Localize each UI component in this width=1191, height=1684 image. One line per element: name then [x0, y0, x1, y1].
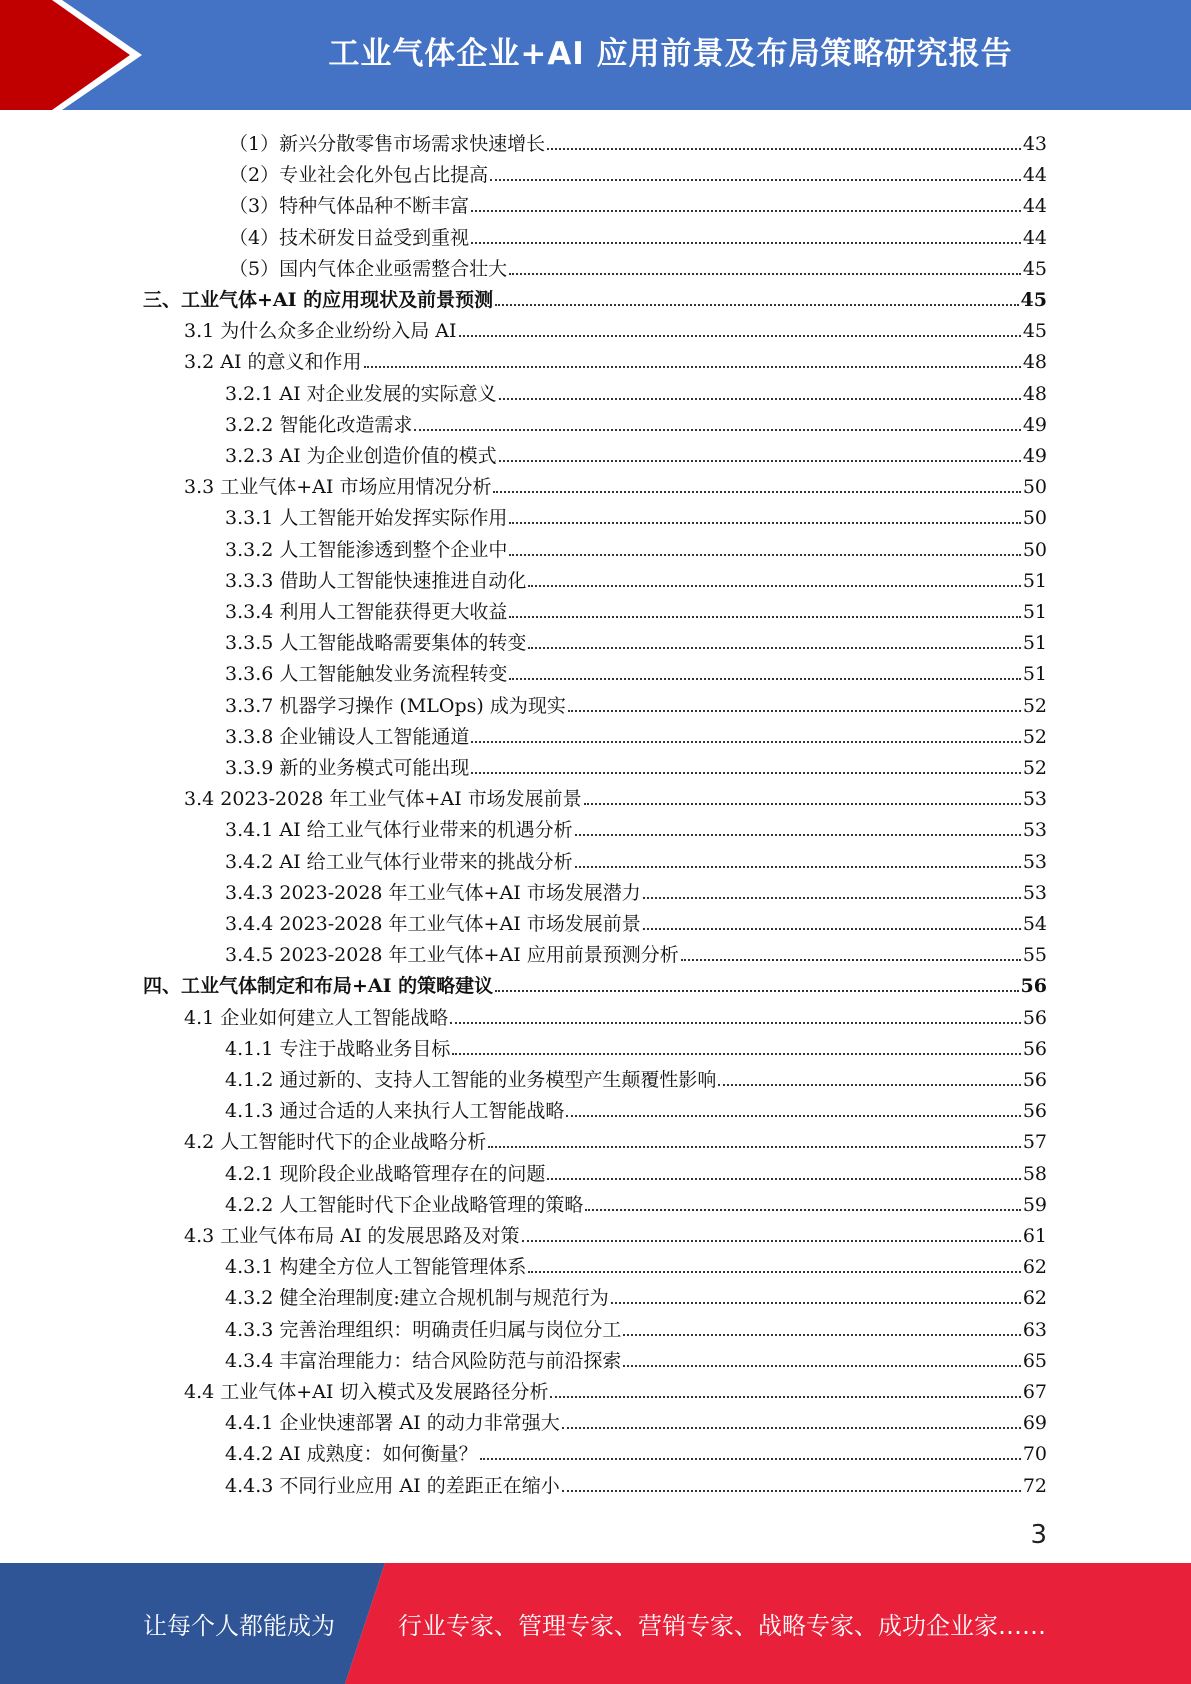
- toc-entry-label: 3.3.3 借助人工智能快速推进自动化: [225, 569, 527, 592]
- toc-entry-label: 3.2 AI 的意义和作用: [184, 351, 362, 374]
- toc-entry-label: 3.2.3 AI 为企业创造价值的模式: [225, 445, 497, 467]
- toc-entry-page: 62: [1022, 1256, 1047, 1279]
- toc-leader-dots: [509, 522, 1020, 524]
- toc-leader-dots: [509, 616, 1020, 618]
- toc-entry-page: 56: [1022, 1100, 1047, 1123]
- toc-entry-label: 3.4.2 AI 给工业气体行业带来的挑战分析: [225, 850, 573, 873]
- toc-leader-dots: [471, 210, 1021, 212]
- toc-leader-dots: [364, 366, 1021, 368]
- toc-entry[interactable]: [225, 502, 1047, 530]
- toc-leader-dots: [562, 1490, 1021, 1492]
- toc-leader-dots: [495, 990, 1018, 992]
- toc-entry-page: 70: [1022, 1443, 1047, 1466]
- toc-entry-page: 52: [1022, 725, 1047, 748]
- toc-leader-dots: [643, 897, 1021, 899]
- toc-leader-dots: [495, 304, 1018, 306]
- footer-slogan-right: 行业专家、管理专家、营销专家、战略专家、成功企业家……: [398, 1612, 1046, 1640]
- toc-entry[interactable]: [225, 627, 1047, 655]
- toc-entry-page: 44: [1022, 164, 1047, 187]
- toc-entry[interactable]: [225, 534, 1047, 562]
- toc-entry-page: 53: [1022, 850, 1047, 873]
- toc-entry-page: 53: [1022, 881, 1047, 904]
- toc-leader-dots: [488, 1146, 1021, 1148]
- toc-entry-label: 4.1.1 专注于战略业务目标: [225, 1037, 451, 1060]
- toc-entry[interactable]: [225, 721, 1047, 749]
- toc-entry-label: 3.3.2 人工智能渗透到整个企业中: [225, 538, 508, 561]
- toc-leader-dots: [509, 273, 1021, 275]
- toc-leader-dots: [522, 1240, 1021, 1242]
- toc-entry[interactable]: [225, 440, 1047, 468]
- toc-leader-dots: [547, 1178, 1020, 1180]
- toc-entry-page: 48: [1022, 351, 1047, 374]
- toc-entry-label: 4.4 工业气体+AI 切入模式及发展路径分析: [184, 1381, 549, 1403]
- toc-leader-dots: [490, 179, 1021, 181]
- toc-entry-label: 4.3.2 健全治理制度:建立合规机制与规范行为: [225, 1287, 609, 1310]
- toc-leader-dots: [575, 866, 1021, 868]
- toc-entry-page: 45: [1022, 257, 1047, 280]
- toc-entry[interactable]: [225, 1470, 1047, 1498]
- toc-leader-dots: [509, 678, 1020, 680]
- toc-entry[interactable]: [225, 1282, 1047, 1310]
- toc-entry[interactable]: [225, 409, 1047, 437]
- toc-entry-label: 4.3.4 丰富治理能力：结合风险防范与前沿探索: [225, 1349, 622, 1372]
- toc-entry-label: 3.2.2 智能化改造需求: [225, 413, 413, 436]
- toc-entry-page: 54: [1022, 913, 1047, 935]
- toc-entry[interactable]: [229, 253, 1047, 281]
- toc-entry-page: 44: [1022, 195, 1047, 218]
- toc-entry[interactable]: [225, 939, 1047, 967]
- toc-entry[interactable]: [225, 378, 1047, 406]
- toc-entry-label: 3.1 为什么众多企业纷纷入局 AI: [184, 320, 457, 343]
- toc-entry-page: 45: [1020, 289, 1047, 311]
- toc-leader-dots: [681, 959, 1021, 961]
- toc-entry[interactable]: [225, 596, 1047, 624]
- toc-leader-dots: [471, 741, 1020, 743]
- toc-entry-page: 56: [1022, 1069, 1047, 1091]
- toc-entry[interactable]: [225, 1251, 1047, 1279]
- toc-entry[interactable]: [225, 1158, 1047, 1186]
- toc-leader-dots: [623, 1365, 1020, 1367]
- toc-entry-label: 3.3 工业气体+AI 市场应用情况分析: [184, 476, 492, 499]
- toc-entry-label: 三、工业气体+AI 的应用现状及前景预测: [143, 289, 494, 311]
- toc-entry-label: 3.4.3 2023-2028 年工业气体+AI 市场发展潜力: [225, 881, 641, 904]
- toc-entry-label: （4）技术研发日益受到重视: [229, 226, 470, 249]
- toc-entry-label: 4.4.3 不同行业应用 AI 的差距正在缩小: [225, 1474, 560, 1497]
- footer-slogan-left: 让每个人都能成为: [143, 1612, 335, 1640]
- toc-entry-page: 57: [1022, 1131, 1047, 1154]
- toc-entry-label: 3.3.7 机器学习操作 (MLOps) 成为现实: [225, 694, 566, 717]
- toc-entry-page: 48: [1022, 382, 1047, 405]
- toc-entry[interactable]: [184, 1002, 1047, 1030]
- toc-entry[interactable]: [225, 1314, 1047, 1342]
- toc-entry-page: 49: [1022, 445, 1047, 467]
- toc-entry[interactable]: [225, 1095, 1047, 1123]
- toc-entry[interactable]: [143, 284, 1047, 312]
- toc-entry-page: 43: [1022, 133, 1047, 155]
- toc-leader-dots: [566, 1115, 1020, 1117]
- toc-leader-dots: [623, 1334, 1020, 1336]
- toc-entry-label: 4.3 工业气体布局 AI 的发展思路及对策: [184, 1225, 520, 1247]
- toc-entry[interactable]: [184, 471, 1047, 499]
- toc-leader-dots: [528, 1271, 1020, 1273]
- toc-entry-page: 49: [1022, 413, 1047, 436]
- toc-entry-page: 52: [1022, 757, 1047, 779]
- toc-entry[interactable]: [225, 565, 1047, 593]
- toc-leader-dots: [643, 928, 1021, 930]
- toc-leader-dots: [493, 491, 1020, 493]
- toc-leader-dots: [414, 429, 1020, 431]
- toc-entry-page: 55: [1022, 944, 1047, 967]
- toc-entry-label: 4.4.1 企业快速部署 AI 的动力非常强大: [225, 1412, 560, 1435]
- toc-entry-label: 4.3.1 构建全方位人工智能管理体系: [225, 1256, 527, 1279]
- toc-entry-label: 四、工业气体制定和布局+AI 的策略建议: [143, 975, 494, 998]
- toc-entry[interactable]: [225, 752, 1047, 780]
- toc-leader-dots: [480, 1458, 1021, 1460]
- report-title: 工业气体企业+AI 应用前景及布局策略研究报告: [328, 35, 1013, 72]
- toc-entry-label: 3.4.1 AI 给工业气体行业带来的机遇分析: [225, 819, 573, 842]
- toc-entry[interactable]: [184, 315, 1047, 343]
- toc-entry-page: 72: [1022, 1474, 1047, 1497]
- toc-entry[interactable]: [225, 1345, 1047, 1373]
- toc-entry-page: 62: [1022, 1287, 1047, 1310]
- toc-entry-page: 50: [1022, 476, 1047, 499]
- toc-entry[interactable]: [225, 908, 1047, 936]
- toc-leader-dots: [550, 1396, 1020, 1398]
- toc-leader-dots: [450, 1022, 1021, 1024]
- toc-entry-page: 51: [1022, 663, 1047, 686]
- toc-leader-dots: [585, 1209, 1020, 1211]
- toc-entry-label: 3.3.5 人工智能战略需要集体的转变: [225, 632, 527, 655]
- toc-entry[interactable]: [184, 1126, 1047, 1154]
- toc-entry[interactable]: [225, 690, 1047, 718]
- toc-entry-label: 4.1.2 通过新的、支持人工智能的业务模型产生颠覆性影响: [225, 1069, 717, 1091]
- toc-entry-label: 4.2 人工智能时代下的企业战略分析: [184, 1131, 487, 1154]
- toc-leader-dots: [509, 554, 1020, 556]
- toc-entry-label: 4.2.1 现阶段企业战略管理存在的问题: [225, 1162, 546, 1185]
- toc-entry[interactable]: [143, 970, 1047, 998]
- toc-entry[interactable]: [225, 846, 1047, 874]
- toc-leader-dots: [471, 242, 1021, 244]
- toc-leader-dots: [575, 834, 1021, 836]
- toc-leader-dots: [562, 1427, 1021, 1429]
- toc-entry[interactable]: [229, 190, 1047, 218]
- toc-leader-dots: [459, 335, 1021, 337]
- toc-leader-dots: [499, 460, 1021, 462]
- toc-entry-label: 3.3.1 人工智能开始发挥实际作用: [225, 507, 508, 530]
- toc-leader-dots: [547, 148, 1021, 150]
- toc-entry-page: 53: [1022, 819, 1047, 842]
- toc-entry-page: 52: [1022, 694, 1047, 717]
- toc-entry-label: 3.3.9 新的业务模式可能出现: [225, 757, 470, 779]
- toc-entry-page: 56: [1022, 1037, 1047, 1060]
- toc-entry[interactable]: [225, 658, 1047, 686]
- toc-entry-page: 51: [1022, 569, 1047, 592]
- toc-entry-page: 44: [1022, 226, 1047, 249]
- toc-leader-dots: [584, 803, 1021, 805]
- toc-entry[interactable]: [184, 1376, 1047, 1404]
- toc-entry-label: （3）特种气体品种不断丰富: [229, 195, 470, 218]
- toc-entry-label: 3.4 2023-2028 年工业气体+AI 市场发展前景: [184, 788, 582, 811]
- toc-entry-page: 56: [1020, 975, 1047, 998]
- toc-leader-dots: [452, 1053, 1020, 1055]
- toc-entry-page: 69: [1022, 1412, 1047, 1435]
- toc-leader-dots: [718, 1084, 1020, 1086]
- toc-entry-label: （5）国内气体企业亟需整合壮大: [229, 257, 508, 280]
- toc-entry-label: （2）专业社会化外包占比提高: [229, 164, 489, 187]
- toc-entry-page: 45: [1022, 320, 1047, 343]
- toc-entry[interactable]: [225, 814, 1047, 842]
- toc-entry-label: 3.4.5 2023-2028 年工业气体+AI 应用前景预测分析: [225, 944, 679, 967]
- toc-entry-page: 50: [1022, 538, 1047, 561]
- toc-entry[interactable]: [225, 1438, 1047, 1466]
- toc-entry[interactable]: [225, 1033, 1047, 1061]
- toc-entry[interactable]: [184, 783, 1047, 811]
- toc-entry-page: 51: [1022, 632, 1047, 655]
- toc-entry-page: 63: [1022, 1318, 1047, 1341]
- toc-entry-label: 3.3.8 企业铺设人工智能通道: [225, 725, 470, 748]
- toc-entry[interactable]: [229, 128, 1047, 156]
- toc-entry-page: 50: [1022, 507, 1047, 530]
- toc-entry-page: 67: [1022, 1381, 1047, 1403]
- toc-leader-dots: [611, 1302, 1021, 1304]
- toc-entry-label: （1）新兴分散零售市场需求快速增长: [229, 133, 546, 155]
- toc-entry[interactable]: [225, 1064, 1047, 1092]
- toc-entry-label: 4.3.3 完善治理组织：明确责任归属与岗位分工: [225, 1318, 622, 1341]
- toc-entry-label: 3.3.4 利用人工智能获得更大收益: [225, 601, 508, 623]
- toc-leader-dots: [528, 585, 1020, 587]
- toc-leader-dots: [499, 398, 1021, 400]
- toc-entry[interactable]: [225, 877, 1047, 905]
- toc-entry-page: 65: [1022, 1349, 1047, 1372]
- toc-leader-dots: [528, 647, 1020, 649]
- toc-entry-label: 3.4.4 2023-2028 年工业气体+AI 市场发展前景: [225, 913, 641, 935]
- toc-leader-dots: [568, 710, 1021, 712]
- toc-entry-page: 56: [1022, 1006, 1047, 1029]
- toc-entry[interactable]: [229, 222, 1047, 250]
- toc-entry-page: 58: [1022, 1162, 1047, 1185]
- toc-entry-label: 3.3.6 人工智能触发业务流程转变: [225, 663, 508, 686]
- toc-entry-label: 3.2.1 AI 对企业发展的实际意义: [225, 382, 497, 405]
- toc-entry-page: 61: [1022, 1225, 1047, 1247]
- toc-entry-label: 4.1.3 通过合适的人来执行人工智能战略: [225, 1100, 565, 1123]
- page-footer: [0, 1563, 1191, 1684]
- toc-entry[interactable]: [229, 159, 1047, 187]
- toc-leader-dots: [471, 772, 1020, 774]
- toc-entry-label: 4.1 企业如何建立人工智能战略: [184, 1006, 449, 1029]
- page-header: [0, 0, 1191, 110]
- page-number: 3: [1030, 1520, 1047, 1550]
- toc-entry-page: 53: [1022, 788, 1047, 811]
- toc-entry[interactable]: [184, 346, 1047, 374]
- toc-entry-page: 51: [1022, 601, 1047, 623]
- toc-entry-page: 59: [1022, 1193, 1047, 1216]
- toc-entry[interactable]: [184, 1220, 1047, 1248]
- toc-entry-label: 4.2.2 人工智能时代下企业战略管理的策略: [225, 1193, 584, 1216]
- toc-entry[interactable]: [225, 1407, 1047, 1435]
- header-arrow-icon: [0, 0, 150, 110]
- toc-entry[interactable]: [225, 1189, 1047, 1217]
- toc-entry-label: 4.4.2 AI 成熟度：如何衡量？: [225, 1443, 478, 1466]
